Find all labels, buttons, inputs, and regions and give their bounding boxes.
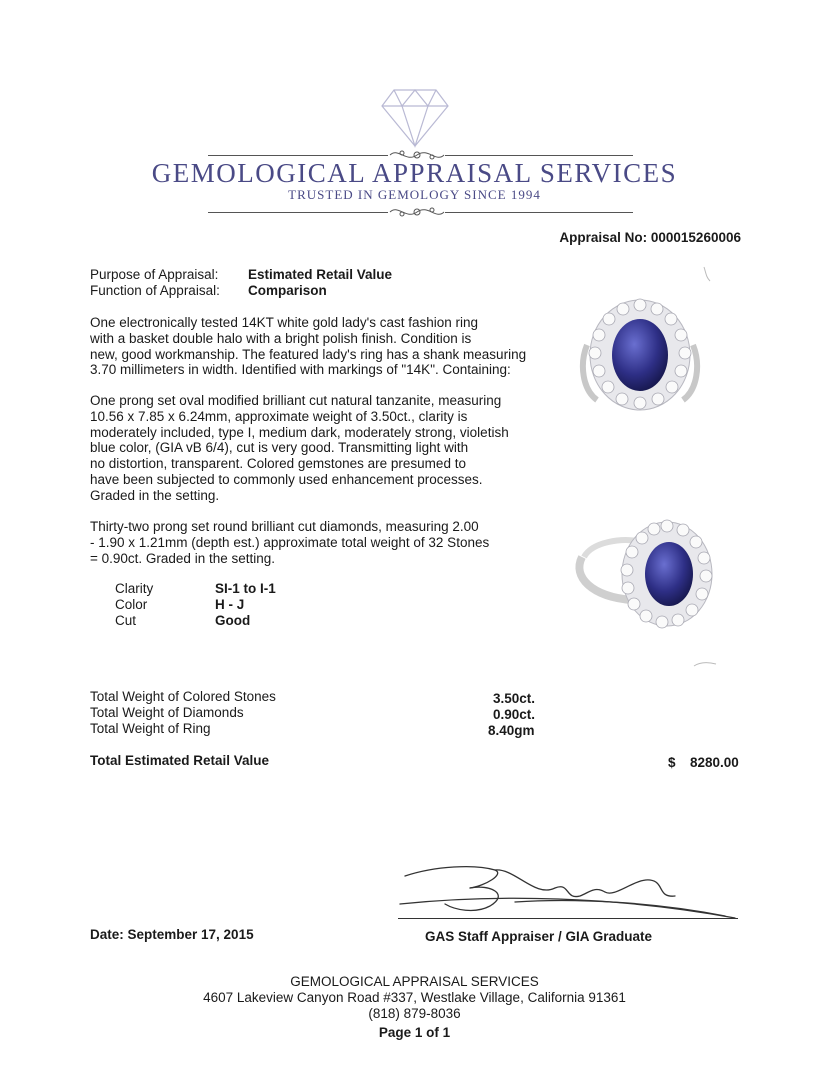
function-value: Comparison <box>248 283 327 298</box>
scratch-mark-2 <box>692 658 718 670</box>
header-rule-top-right <box>445 155 633 156</box>
cut-label: Cut <box>115 613 137 628</box>
diamonds-description: Thirty-two prong set round brilliant cut diamonds, measuring 2.00 - 1.90 x 1.21mm (depth est.) approximate total weight of 32 Stones = 0.90ct. Graded in the setting. <box>90 519 490 566</box>
header-rule-top-left <box>208 155 388 156</box>
header-rule-bottom-right <box>445 212 633 213</box>
purpose-value: Estimated Retail Value <box>248 267 393 282</box>
total-colored-stones-label: Total Weight of Colored Stones <box>90 689 276 704</box>
ring-photo-angle-view <box>572 512 722 642</box>
purpose-label: Purpose of Appraisal: <box>90 267 219 282</box>
appraisal-number: Appraisal No: 000015260006 <box>559 230 741 245</box>
company-title: GEMOLOGICAL APPRAISAL SERVICES <box>151 158 678 188</box>
ring-photo-top-view <box>575 295 705 415</box>
total-diamonds-value: 0.90ct. <box>493 707 536 722</box>
page-number: Page 1 of 1 <box>378 1025 451 1040</box>
total-ring-weight-value: 8.40gm <box>488 723 535 738</box>
total-value-amount: 8280.00 <box>690 755 739 770</box>
header-rule-bottom-left <box>208 212 388 213</box>
ornament-bottom-icon <box>388 202 446 222</box>
diamond-logo-icon <box>380 88 450 148</box>
currency-symbol: $ <box>668 755 676 770</box>
ring-description: One electronically tested 14KT white gold lady's cast fashion ring with a basket double halo with a bright polish finish. Condition is new, good workmanship. The featured lady's ring has a shank measuring 3.70 millimeters in width. Identified with markings of "14K". Containing: <box>90 315 527 378</box>
footer-address: 4607 Lakeview Canyon Road #337, Westlake Village, California 91361 <box>203 990 626 1005</box>
signature-line <box>398 918 738 919</box>
appraiser-title: GAS Staff Appraiser / GIA Graduate <box>425 929 653 944</box>
clarity-value: SI-1 to I-1 <box>215 581 276 596</box>
appraiser-signature <box>395 858 740 923</box>
clarity-label: Clarity <box>115 581 154 596</box>
scratch-mark <box>700 265 716 285</box>
function-label: Function of Appraisal: <box>90 283 220 298</box>
color-value: H - J <box>215 597 245 612</box>
total-ring-weight-label: Total Weight of Ring <box>90 721 211 736</box>
appraisal-date: Date: September 17, 2015 <box>90 927 254 942</box>
footer-phone: (818) 879-8036 <box>368 1006 461 1021</box>
center-stone-description: One prong set oval modified brilliant cut natural tanzanite, measuring 10.56 x 7.85 x 6.24mm, approximate weight of 3.50ct., clarity is moderately included, type I, medium dark, moderately strong, violetish blue color, (GIA vB 6/4), cut is very good. Transmitting light with no distortion, transparent. Colored gemstones are presumed to have been subjected to commonly used enhancement processes. Graded in the setting. <box>90 393 509 503</box>
footer-company: GEMOLOGICAL APPRAISAL SERVICES <box>290 974 539 989</box>
color-label: Color <box>115 597 148 612</box>
cut-value: Good <box>215 613 251 628</box>
company-tagline: TRUSTED IN GEMOLOGY SINCE 1994 <box>288 187 541 202</box>
total-value-label: Total Estimated Retail Value <box>90 753 270 768</box>
total-diamonds-label: Total Weight of Diamonds <box>90 705 244 720</box>
total-colored-stones-value: 3.50ct. <box>493 691 536 706</box>
